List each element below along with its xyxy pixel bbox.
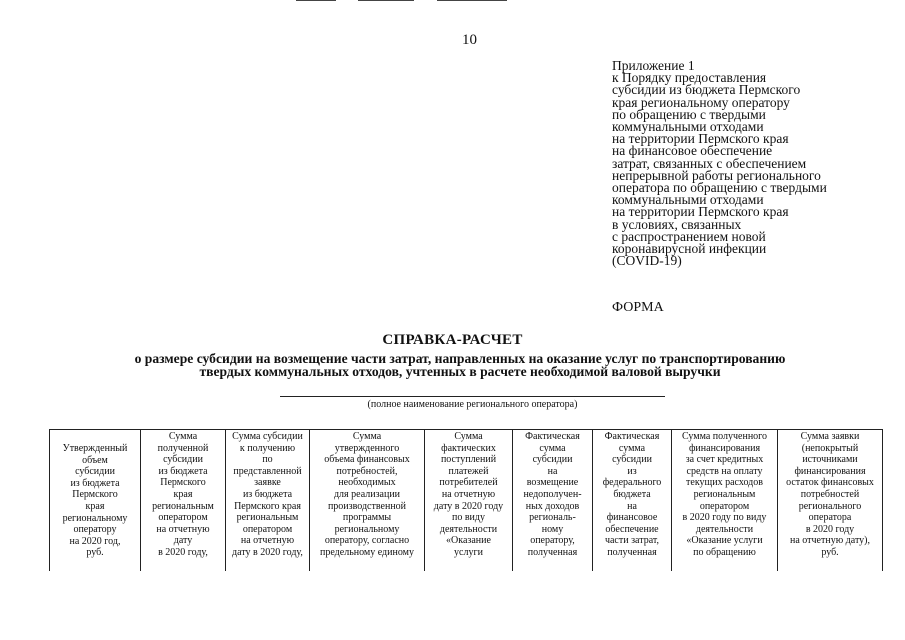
- document-subtitle: [40, 352, 880, 378]
- header-cell-requested-subsidy: Сумма субсидии к получению по представленной заявке из бюджета Пермского края региональным оператором на отчетную дату в 2020 году,: [226, 430, 310, 572]
- header-cell-lost-income-subsidy: Фактическая сумма субсидии на возмещение недополучен- ных доходов региональ- ному оператору, полученная: [513, 430, 593, 572]
- appendix-line: субсидии из бюджета Пермского: [612, 82, 801, 98]
- appendix-line: в условиях, связанных: [612, 216, 742, 232]
- header-cell-financial-needs: Сумма утвержденного объема финансовых потребностей, необходимых для реализации производственной программы региональному оператору, согласно предельному единому: [310, 430, 425, 572]
- appendix-block: [612, 60, 892, 267]
- form-label: ФОРМА: [612, 300, 664, 315]
- subtitle-line-2: твердых коммунальных отходов, учтенных в расчете необходимой валовой выручки: [199, 364, 721, 379]
- appendix-line: на финансовое обеспечение: [612, 143, 773, 159]
- header-cell-received-subsidy: Сумма полученной субсидии из бюджета Пермского края региональным оператором на отчетную дату в 2020 году,: [141, 430, 226, 572]
- header-cell-credit-financing: Сумма полученного финансирования за счет кредитных средств на оплату текущих расходов региональным оператором в 2020 году по виду деятельности «Оказание услуги по обращению: [672, 430, 778, 572]
- appendix-line: края региональному оператору: [612, 94, 790, 110]
- calculation-table: [49, 429, 883, 571]
- appendix-line: коммунальными отходами: [612, 192, 764, 208]
- document-title: СПРАВКА-РАСЧЕТ: [382, 332, 523, 348]
- header-cell-federal-subsidy: Фактическая сумма субсидии из федерального бюджета на финансовое обеспечение части затрат, полученная: [593, 430, 672, 572]
- operator-name-line: [280, 396, 665, 397]
- appendix-line: на территории Пермского края: [612, 131, 789, 147]
- header-cell-approved-subsidy: Утвержденный объем субсидии из бюджета Пермского края региональному оператору на 2020 год, руб.: [50, 430, 141, 572]
- appendix-line: коммунальными отходами: [612, 119, 764, 135]
- appendix-line: коронавирусной инфекции: [612, 241, 767, 257]
- subtitle-line-1: о размере субсидии на возмещение части затрат, направленных на оказание услуг по транспортированию: [134, 351, 786, 366]
- header-cell-consumer-payments: Сумма фактических поступлений платежей потребителей на отчетную дату в 2020 году по виду деятельности «Оказание услуги: [425, 430, 513, 572]
- top-rule-1: [296, 0, 336, 1]
- appendix-line: к Порядку предоставления: [612, 70, 767, 86]
- appendix-line: по обращению с твердыми: [612, 106, 766, 122]
- appendix-line: оператора по обращению с твердыми: [612, 180, 827, 196]
- appendix-line: затрат, связанных с обеспечением: [612, 155, 807, 171]
- appendix-line: с распространением новой: [612, 228, 766, 244]
- appendix-line: непрерывной работы регионального: [612, 167, 821, 183]
- appendix-line: (COVID-19): [612, 253, 682, 269]
- appendix-line: Приложение 1: [612, 58, 695, 73]
- top-rule-2: [358, 0, 414, 1]
- top-rule-3: [437, 0, 507, 1]
- page-number: 10: [462, 32, 477, 48]
- operator-name-caption: (полное наименование регионального оператора): [367, 399, 578, 410]
- table-header-row: [50, 430, 883, 572]
- header-cell-application-amount: Сумма заявки (непокрытый источниками финансирования остаток финансовых потребностей регионального оператора в 2020 году на отчетную дату), руб.: [778, 430, 883, 572]
- appendix-line: на территории Пермского края: [612, 204, 789, 220]
